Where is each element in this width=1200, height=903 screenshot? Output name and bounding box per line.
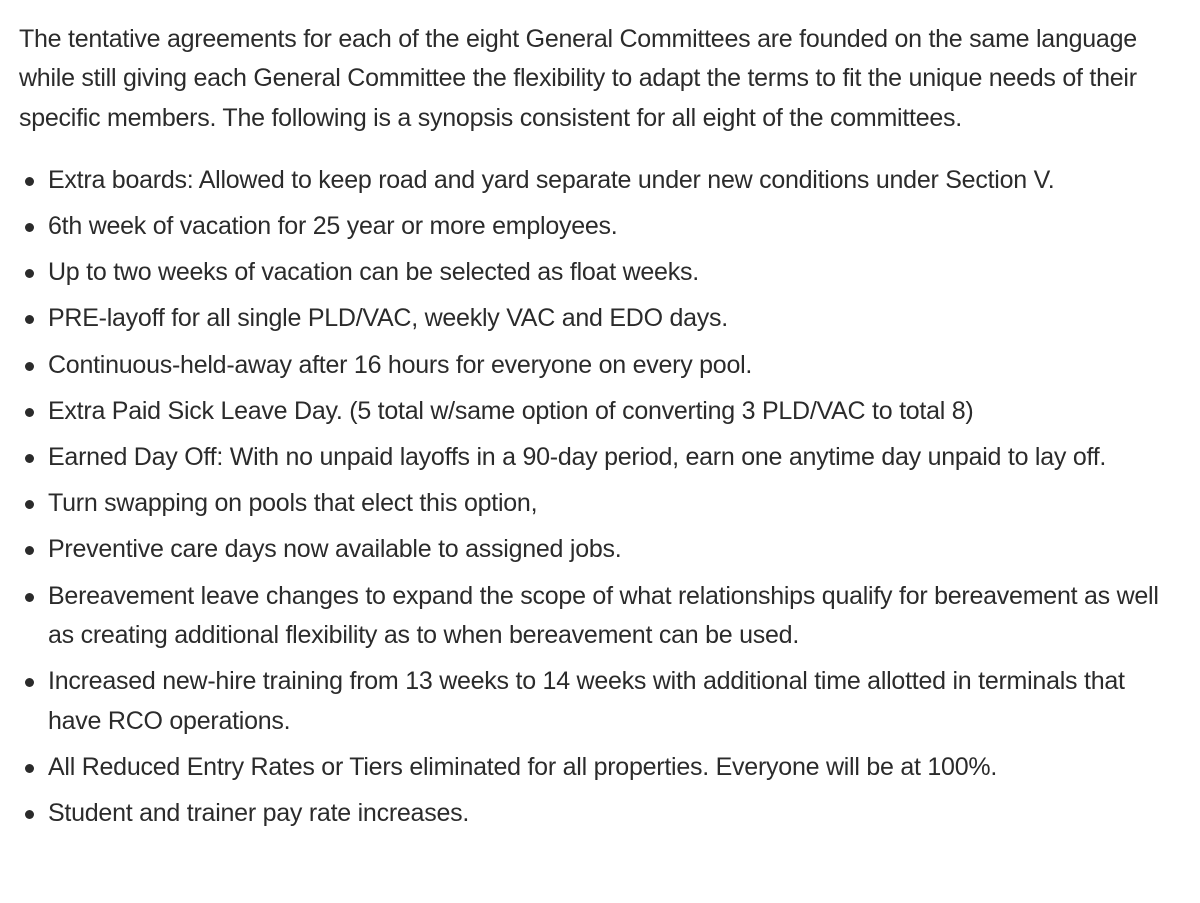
list-item xyxy=(19,662,1165,741)
bullet-icon xyxy=(25,362,34,371)
list-item-text: Continuous-held-away after 16 hours for everyone on every pool. xyxy=(48,350,753,379)
list-item xyxy=(19,253,1165,293)
list-item xyxy=(19,346,1165,386)
list-item xyxy=(19,530,1165,570)
list-item xyxy=(19,438,1165,478)
list-item xyxy=(19,794,1165,834)
bullet-icon xyxy=(25,408,34,417)
list-item-text: Earned Day Off: With no unpaid layoffs in a 90-day period, earn one anytime day unpaid to lay off. xyxy=(48,443,1107,472)
list-item xyxy=(19,207,1165,247)
bullet-icon xyxy=(25,454,34,463)
list-item-text: 6th week of vacation for 25 year or more employees. xyxy=(48,212,618,241)
list-item-text: Increased new-hire training from 13 weeks to 14 weeks with additional time allotted in terminals that have RCO operations. xyxy=(48,667,1125,735)
list-item-text: Student and trainer pay rate increases. xyxy=(48,799,470,828)
bullet-icon xyxy=(25,678,34,687)
list-item xyxy=(19,577,1165,656)
list-item-text: Turn swapping on pools that elect this option, xyxy=(48,489,538,518)
bullet-icon xyxy=(25,269,34,278)
bullet-icon xyxy=(25,593,34,602)
list-item-text: Bereavement leave changes to expand the scope of what relationships qualify for bereavement as well as creating additional flexibility as to when bereavement can be used. xyxy=(48,581,1159,650)
bullet-icon xyxy=(25,546,34,555)
bullet-icon xyxy=(25,315,34,324)
intro-paragraph: The tentative agreements for each of the eight General Committees are founded on the same language while still giving each General Committee the flexibility to adapt the terms to fit the unique needs of their specific members. The following is a synopsis consistent for all eight of the committees. xyxy=(19,25,1137,132)
bullet-icon xyxy=(25,500,34,509)
list-item-text: Up to two weeks of vacation can be selected as float weeks. xyxy=(48,258,699,287)
bullet-icon xyxy=(25,223,34,232)
bullet-icon xyxy=(25,764,34,773)
list-item xyxy=(19,299,1165,339)
bullet-icon xyxy=(25,177,34,186)
list-item xyxy=(19,392,1165,432)
list-item-text: Extra Paid Sick Leave Day. (5 total w/same option of converting 3 PLD/VAC to total 8) xyxy=(48,396,974,425)
list-item xyxy=(19,748,1165,788)
list-item-text: Preventive care days now available to assigned jobs. xyxy=(48,535,622,564)
list-item-text: PRE-layoff for all single PLD/VAC, weekly VAC and EDO days. xyxy=(48,304,728,333)
list-item-text: Extra boards: Allowed to keep road and yard separate under new conditions under Section V. xyxy=(48,165,1055,194)
bullet-icon xyxy=(25,810,34,819)
list-item xyxy=(19,161,1165,201)
synopsis-list xyxy=(19,161,1165,834)
list-item xyxy=(19,484,1165,524)
list-item-text: All Reduced Entry Rates or Tiers eliminated for all properties. Everyone will be at 100%. xyxy=(48,752,998,781)
